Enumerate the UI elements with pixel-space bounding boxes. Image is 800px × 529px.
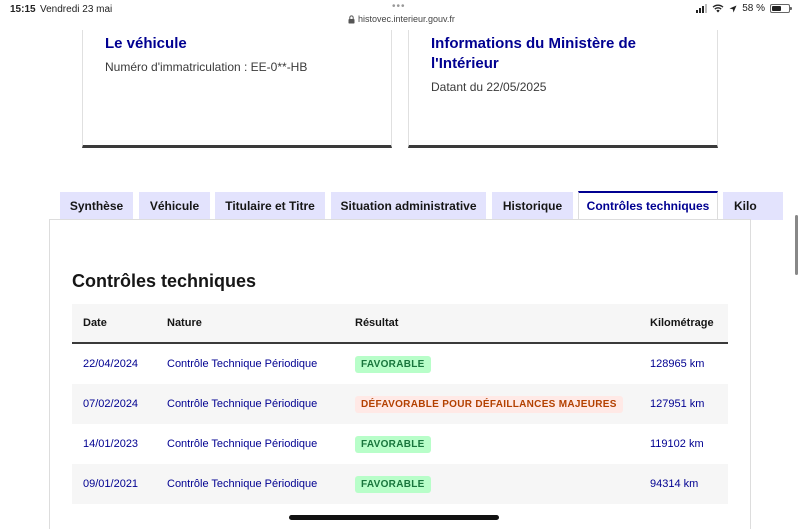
lock-icon — [348, 15, 355, 24]
status-badge: DÉFAVORABLE POUR DÉFAILLANCES MAJEURES — [355, 396, 623, 413]
row-date: 14/01/2023 — [83, 438, 139, 450]
tab-synthese[interactable]: Synthèse — [60, 192, 133, 220]
battery-percent: 58 % — [742, 3, 765, 14]
row-nature: Contrôle Technique Périodique — [167, 438, 318, 450]
row-date: 07/02/2024 — [83, 398, 139, 410]
row-km: 128965 km — [650, 358, 705, 370]
location-icon — [729, 5, 737, 13]
col-km-header: Kilométrage — [650, 317, 714, 329]
table-row — [72, 344, 728, 384]
row-km: 127951 km — [650, 398, 705, 410]
status-badge: FAVORABLE — [355, 436, 431, 453]
tab-list — [60, 191, 757, 220]
vehicle-card — [82, 30, 392, 148]
tab-situation-administrative[interactable]: Situation administrative — [331, 192, 486, 220]
address-url: histovec.interieur.gouv.fr — [358, 14, 455, 24]
ios-status-bar — [0, 0, 800, 30]
battery-icon — [770, 4, 790, 13]
row-nature: Contrôle Technique Périodique — [167, 478, 318, 490]
tab-controles-techniques[interactable]: Contrôles techniques — [578, 191, 718, 220]
status-date: Vendredi 23 mai — [40, 4, 113, 15]
section-title: Contrôles techniques — [72, 271, 257, 291]
plate-number: Numéro d'immatriculation : EE-0**-HB — [105, 60, 308, 74]
tab-historique[interactable]: Historique — [492, 192, 573, 220]
row-nature: Contrôle Technique Périodique — [167, 358, 318, 370]
tab-kilometrage[interactable]: Kilo — [723, 192, 783, 220]
table-row — [72, 424, 728, 464]
tab-vehicule[interactable]: Véhicule — [139, 192, 210, 220]
inspections-table — [72, 304, 728, 504]
row-km: 119102 km — [650, 438, 704, 450]
address-bar[interactable] — [348, 14, 455, 24]
table-row — [72, 464, 728, 504]
status-time: 15:15 — [10, 4, 36, 15]
tab-titulaire-titre[interactable]: Titulaire et Titre — [215, 192, 325, 220]
ministry-date: Datant du 22/05/2025 — [431, 80, 547, 94]
table-header — [72, 304, 728, 344]
status-indicators — [696, 3, 790, 14]
ministry-card — [408, 30, 718, 148]
col-date-header: Date — [83, 317, 107, 329]
page-scrollbar[interactable] — [795, 215, 798, 275]
table-row — [72, 384, 728, 424]
row-date: 09/01/2021 — [83, 478, 139, 490]
cellular-signal-icon — [696, 4, 707, 13]
row-date: 22/04/2024 — [83, 358, 139, 370]
col-result-header: Résultat — [355, 317, 399, 329]
home-indicator[interactable] — [289, 515, 499, 520]
multitasking-dots-icon[interactable]: ••• — [392, 1, 406, 12]
col-nature-header: Nature — [167, 317, 202, 329]
wifi-icon — [712, 4, 724, 13]
status-badge: FAVORABLE — [355, 476, 431, 493]
ministry-card-title: Informations du Ministère de l'Intérieur — [431, 35, 637, 72]
row-nature: Contrôle Technique Périodique — [167, 398, 318, 410]
row-km: 94314 km — [650, 478, 699, 490]
status-badge: FAVORABLE — [355, 356, 431, 373]
vehicle-card-title: Le véhicule — [105, 35, 187, 52]
